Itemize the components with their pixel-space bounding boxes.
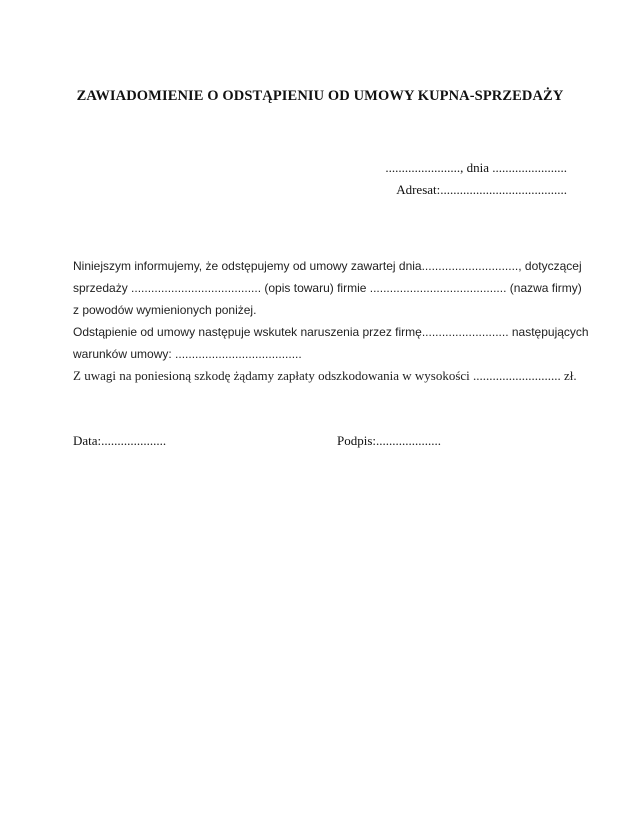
body-line-2: sprzedaży ....................................... (opis towaru) firmie ......................................... (nazwa firmy) [73, 281, 582, 295]
body-line-3: z powodów wymienionych poniżej. [73, 303, 257, 317]
place-date-line: ......................., dnia ....................... [385, 160, 567, 175]
body-line-5: warunków umowy: ...................................... [73, 347, 302, 361]
addressee-line: Adresat:....................................... [396, 182, 567, 197]
body-line-1: Niniejszym informujemy, że odstępujemy od umowy zawartej dnia............................., dotyczącej [73, 259, 582, 273]
date-field: Data:.................... [73, 433, 167, 448]
body-line-4: Odstąpienie od umowy następuje wskutek naruszenia przez firmę.......................... następujących [73, 325, 589, 339]
signature-field: Podpis:.................... [337, 433, 442, 448]
document-title: ZAWIADOMIENIE O ODSTĄPIENIU OD UMOWY KUPNA-SPRZEDAŻY [76, 88, 564, 104]
body-line-6: Z uwagi na poniesioną szkodę żądamy zapłaty odszkodowania w wysokości ........................... zł. [73, 368, 577, 383]
